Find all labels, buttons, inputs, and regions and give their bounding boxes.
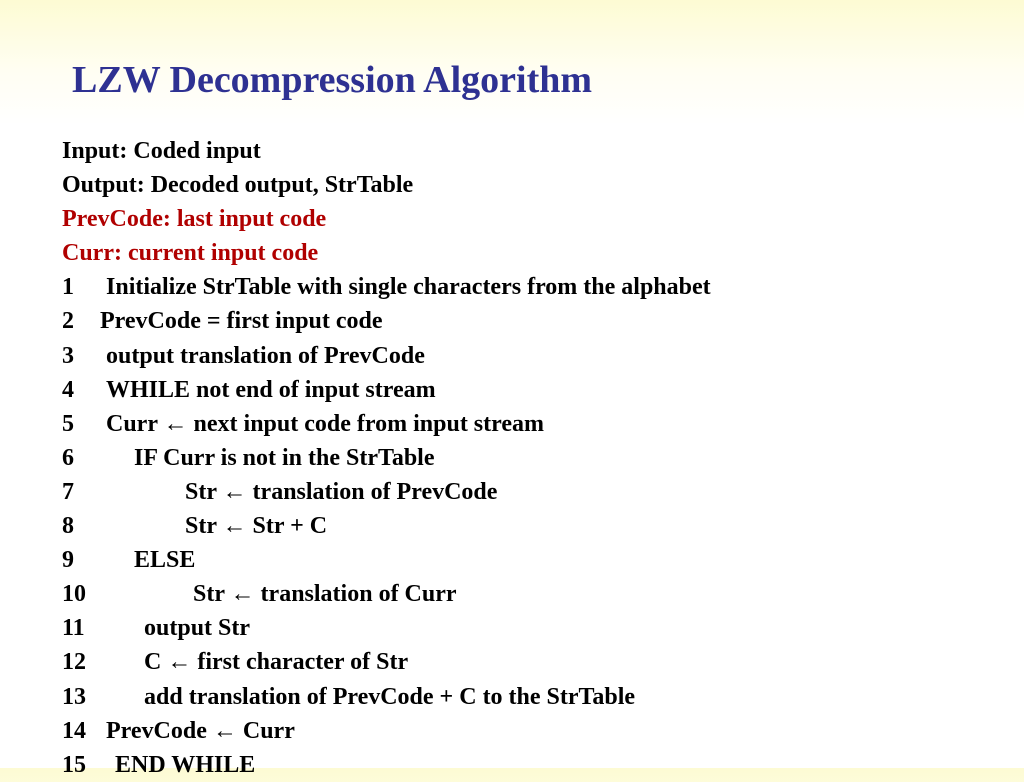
step-text: C ← first character of Str	[144, 649, 409, 676]
step-line-2	[62, 304, 711, 338]
slide-title: LZW Decompression Algorithm	[72, 59, 593, 101]
step-text: add translation of PrevCode + C to the StrTable	[144, 683, 636, 710]
step-text: Str ← translation of Curr	[193, 581, 457, 608]
step-text: ELSE	[134, 547, 196, 574]
step-number: 2	[62, 308, 74, 335]
step-text: PrevCode = first input code	[100, 308, 383, 335]
step-number: 5	[62, 410, 74, 437]
input-line: Input: Coded input	[62, 138, 261, 164]
step-number: 8	[62, 513, 74, 540]
step-number: 1	[62, 274, 74, 301]
step-text: PrevCode ← Curr	[106, 717, 295, 744]
step-line-9	[62, 543, 711, 577]
step-line-1	[62, 270, 711, 304]
step-text: Curr ← next input code from input stream	[106, 410, 544, 437]
step-number: 4	[62, 376, 74, 403]
step-text: END WHILE	[115, 751, 256, 778]
step-text: IF Curr is not in the StrTable	[134, 444, 435, 471]
prevcode-definition: PrevCode: last input code	[62, 206, 327, 233]
step-text: Str ← Str + C	[185, 513, 328, 540]
step-number: 14	[62, 717, 86, 744]
step-line-12	[62, 645, 711, 679]
step-line-6	[62, 441, 711, 475]
step-line-8	[62, 509, 711, 543]
step-number: 6	[62, 444, 74, 471]
step-line-11	[62, 611, 711, 645]
step-text: WHILE not end of input stream	[106, 376, 436, 403]
step-number: 3	[62, 342, 74, 369]
step-text: output translation of PrevCode	[106, 342, 425, 369]
step-text: Initialize StrTable with single characters from the alphabet	[106, 274, 711, 301]
step-text: output Str	[144, 615, 251, 642]
curr-definition: Curr: current input code	[62, 240, 319, 267]
step-number: 7	[62, 478, 74, 505]
step-line-14	[62, 714, 711, 748]
step-line-13	[62, 680, 711, 714]
step-line-5	[62, 407, 711, 441]
step-line-4	[62, 373, 711, 407]
step-line-15	[62, 748, 711, 782]
step-line-10	[62, 577, 711, 611]
step-number: 11	[62, 615, 85, 642]
step-text: Str ← translation of PrevCode	[185, 478, 498, 505]
step-line-3	[62, 339, 711, 373]
step-line-7	[62, 475, 711, 509]
step-number: 12	[62, 649, 86, 676]
step-number: 9	[62, 547, 74, 574]
step-number: 13	[62, 683, 86, 710]
step-number: 10	[62, 581, 86, 608]
output-line: Output: Decoded output, StrTable	[62, 172, 414, 199]
algorithm-listing	[62, 134, 711, 782]
step-number: 15	[62, 751, 86, 778]
